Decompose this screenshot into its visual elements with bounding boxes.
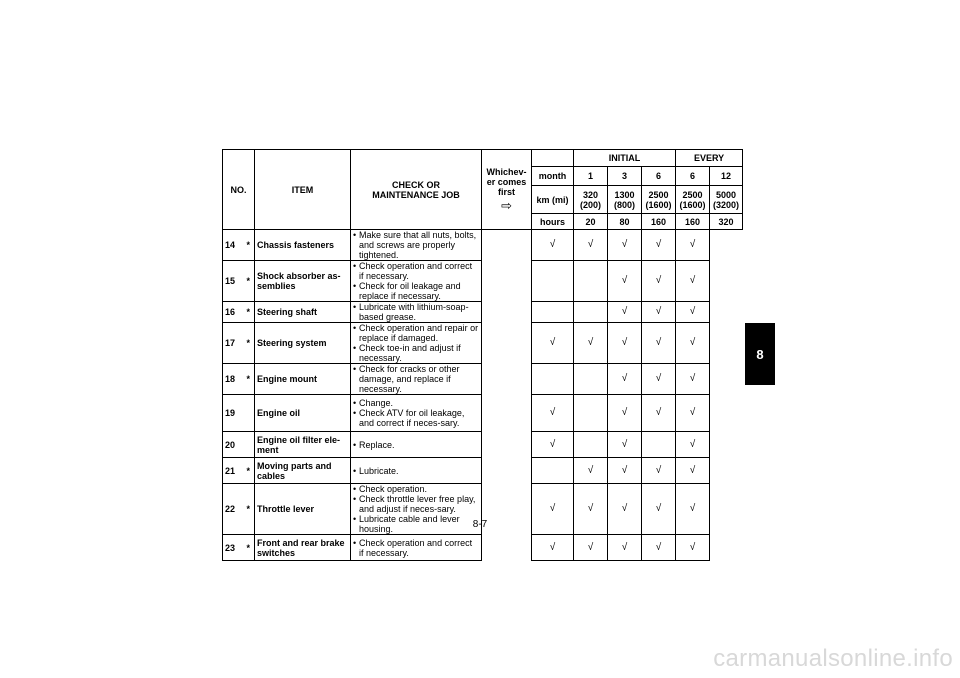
bullet-icon: • [353,230,357,240]
table-row [223,535,743,561]
row-number: 21 [223,458,243,484]
job-text: Replace. [359,439,395,450]
table-row [223,230,743,261]
row-item: Engine oil filter ele-ment [255,432,351,458]
row-blank [482,323,532,364]
row-number: 16 [223,302,243,323]
job-text: Change. [359,398,394,408]
job-line [353,302,479,322]
bullet-icon: • [353,281,357,291]
check-mark: √ [642,484,676,535]
row-item: Front and rear brake switches [255,535,351,561]
table-row [223,323,743,364]
row-item: Steering shaft [255,302,351,323]
header-every: EVERY [676,150,743,167]
check-mark: √ [642,261,676,302]
bullet-icon: • [353,514,357,524]
check-mark: √ [532,323,574,364]
job-line [353,364,479,394]
row-number: 22 [223,484,243,535]
bullet-icon: • [353,398,357,408]
watermark: carmanualsonline.info [713,645,953,672]
row-item: Throttle lever [255,484,351,535]
job-text: Check for oil leakage and replace if necessary. [359,281,461,301]
job-text: Check for cracks or other damage, and replace if necessary. [359,364,460,394]
job-text: Check toe-in and adjust if necessary. [359,343,461,363]
bullet-icon: • [353,364,357,374]
maintenance-table [222,149,743,561]
row-blank [482,302,532,323]
row-star: * [243,458,255,484]
job-line [353,494,479,514]
job-line [353,466,479,476]
check-mark [532,364,574,395]
check-mark: √ [642,395,676,432]
job-line [353,484,479,494]
check-mark [574,364,608,395]
check-mark: √ [608,364,642,395]
row-blank [482,432,532,458]
check-mark [532,302,574,323]
check-mark: √ [574,484,608,535]
check-mark [532,458,574,484]
row-star: * [243,230,255,261]
table-row [223,261,743,302]
check-mark: √ [608,484,642,535]
job-line [353,408,479,428]
hours-value: 80 [608,214,642,230]
check-mark: √ [642,535,676,561]
row-job [351,302,482,323]
hours-value: 20 [574,214,608,230]
bullet-icon: • [353,323,357,333]
check-mark: √ [608,261,642,302]
row-blank [482,230,532,261]
job-text: Check throttle lever free play, and adjust if neces-sary. [359,494,476,514]
km-value: 5000 (3200) [710,186,743,214]
row-item: Moving parts and cables [255,458,351,484]
check-mark: √ [532,432,574,458]
month-value: 12 [710,167,743,186]
row-star: * [243,323,255,364]
row-blank [482,364,532,395]
km-value: 2500 (1600) [642,186,676,214]
check-mark [532,261,574,302]
bullet-icon: • [353,261,357,271]
job-text: Lubricate cable and lever housing. [359,514,460,534]
header-item: ITEM [255,150,351,230]
check-mark: √ [676,261,710,302]
check-mark: √ [608,230,642,261]
row-number: 19 [223,395,243,432]
row-blank [482,395,532,432]
km-value: 2500 (1600) [676,186,710,214]
row-job [351,535,482,561]
header-job: CHECK OR MAINTENANCE JOB [351,150,482,230]
check-mark: √ [642,458,676,484]
row-blank [482,535,532,561]
chapter-tab: 8 [745,323,775,385]
job-line [353,343,479,363]
check-mark: √ [608,458,642,484]
row-number: 18 [223,364,243,395]
job-line [353,230,479,260]
arrow-right-icon: ⇨ [501,197,512,213]
bullet-icon: • [353,465,357,476]
check-mark: √ [642,364,676,395]
row-job [351,364,482,395]
job-text: Check operation and repair or replace if damaged. [359,323,479,343]
table-row [223,432,743,458]
bullet-icon: • [353,537,357,548]
check-mark: √ [676,484,710,535]
row-item: Chassis fasteners [255,230,351,261]
maintenance-rows [223,230,743,561]
job-line [353,440,479,450]
job-text: Lubricate with lithium-soap-based grease. [359,302,469,322]
row-number: 20 [223,432,243,458]
check-mark: √ [608,302,642,323]
check-mark [574,302,608,323]
row-star [243,395,255,432]
row-number: 15 [223,261,243,302]
job-line [353,323,479,343]
check-mark: √ [676,458,710,484]
month-value: 6 [642,167,676,186]
check-mark: √ [608,432,642,458]
table-row [223,458,743,484]
row-star: * [243,484,255,535]
check-mark [574,395,608,432]
job-text: Check operation and correct if necessary. [359,261,473,281]
check-mark: √ [574,535,608,561]
km-value: 1300 (800) [608,186,642,214]
row-star: * [243,261,255,302]
check-mark: √ [642,230,676,261]
check-mark: √ [642,302,676,323]
check-mark: √ [574,458,608,484]
page-number: 8-7 [472,519,488,530]
check-mark: √ [676,395,710,432]
month-value: 3 [608,167,642,186]
job-text: Lubricate. [359,465,399,476]
check-mark: √ [608,323,642,364]
job-line [353,398,479,408]
hours-value: 160 [676,214,710,230]
row-blank [482,261,532,302]
hours-value: 160 [642,214,676,230]
month-value: 1 [574,167,608,186]
check-mark: √ [574,323,608,364]
row-star [243,432,255,458]
check-mark: √ [532,230,574,261]
row-job [351,458,482,484]
row-job [351,395,482,432]
bullet-icon: • [353,302,357,312]
row-star: * [243,535,255,561]
row-job [351,261,482,302]
header-no: NO. [223,150,255,230]
km-label: km (mi) [532,186,574,214]
row-star: * [243,364,255,395]
check-mark: √ [676,230,710,261]
check-mark: √ [676,323,710,364]
header-whichever: Whichev-er comes first ⇨ [482,150,532,230]
job-text: Check ATV for oil leakage, and correct if neces-sary. [359,408,465,428]
bullet-icon: • [353,484,357,494]
bullet-icon: • [353,343,357,353]
row-item: Steering system [255,323,351,364]
row-number: 17 [223,323,243,364]
check-mark [574,432,608,458]
hours-value: 320 [710,214,743,230]
row-number: 14 [223,230,243,261]
check-mark: √ [608,535,642,561]
header-blank [532,150,574,167]
row-item: Engine mount [255,364,351,395]
check-mark: √ [608,395,642,432]
check-mark: √ [642,323,676,364]
row-star: * [243,302,255,323]
row-number: 23 [223,535,243,561]
job-text: Check operation and correct if necessary. [359,537,473,558]
table-row [223,302,743,323]
row-job [351,432,482,458]
row-item: Engine oil [255,395,351,432]
table-row [223,364,743,395]
header-initial: INITIAL [574,150,676,167]
check-mark [574,261,608,302]
table-row [223,395,743,432]
row-blank [482,458,532,484]
check-mark: √ [676,302,710,323]
km-value: 320 (200) [574,186,608,214]
bullet-icon: • [353,494,357,504]
row-job [351,323,482,364]
job-line [353,538,479,558]
check-mark: √ [532,395,574,432]
check-mark: √ [532,535,574,561]
check-mark: √ [676,364,710,395]
job-line [353,281,479,301]
check-mark: √ [676,432,710,458]
job-text: Check operation. [359,484,428,494]
check-mark: √ [676,535,710,561]
job-line [353,261,479,281]
bullet-icon: • [353,408,357,418]
check-mark: √ [532,484,574,535]
bullet-icon: • [353,439,357,450]
month-label: month [532,167,574,186]
month-value: 6 [676,167,710,186]
row-job [351,230,482,261]
job-text: Make sure that all nuts, bolts, and screws are properly tightened. [359,230,477,260]
check-mark [642,432,676,458]
hours-label: hours [532,214,574,230]
check-mark: √ [574,230,608,261]
row-item: Shock absorber as-semblies [255,261,351,302]
